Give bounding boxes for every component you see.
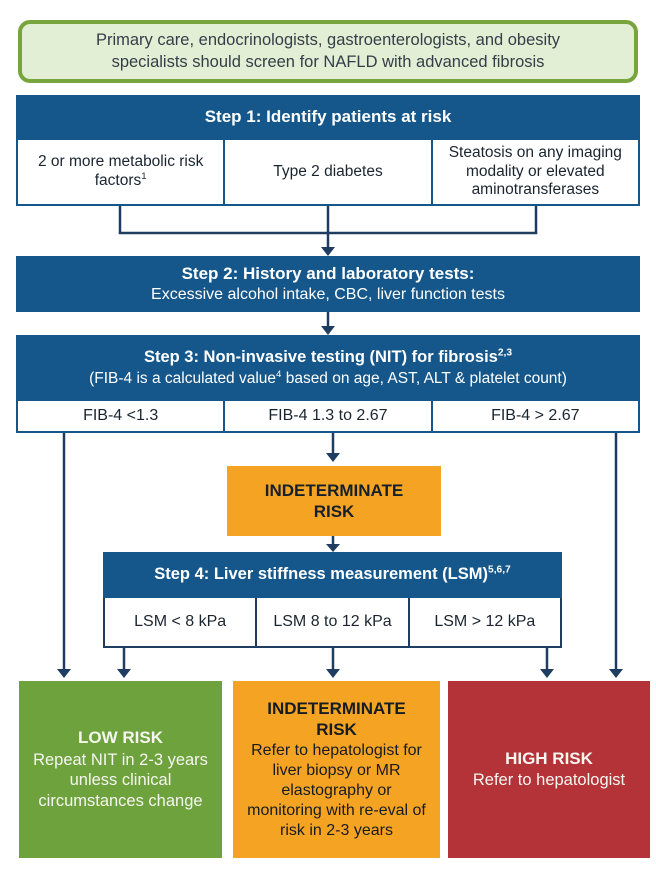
footnote-marker-1: 1 (141, 170, 147, 182)
indeterminate-risk-node (227, 466, 441, 536)
outcome-indeterminate-body: Refer to hepatologist for liver biopsy or MR elastography or monitoring with re-eval of risk in 2-3 years (247, 742, 426, 840)
step1-cell-type2-diabetes (223, 140, 430, 204)
lsm-cell-high: LSM > 12 kPa (408, 598, 560, 646)
footnote-marker-4: 4 (276, 368, 282, 380)
fib4-cell-high: FIB-4 > 2.67 (431, 401, 638, 431)
fib4-cell-low: FIB-4 <1.3 (83, 407, 159, 425)
lsm-cell-low: LSM < 8 kPa (134, 613, 227, 631)
step2-box (16, 256, 640, 312)
step2-title: Step 2: History and laboratory tests: (181, 263, 475, 283)
lsm-cell-mid: LSM 8 to 12 kPa (255, 598, 407, 646)
step1-criteria-row (16, 140, 640, 206)
step3-subtitle-pre: (FIB-4 is a calculated value (89, 369, 277, 387)
step1-cell-steatosis (431, 140, 638, 204)
outcome-high-risk-box (448, 681, 650, 858)
step1-cell-metabolic-risk-text (22, 153, 219, 191)
arrow-lsm-mid-to-indeterminate (326, 648, 340, 678)
screening-banner (18, 20, 638, 83)
cell-text: Steatosis on any imaging modality or elevated aminotransferases (448, 143, 622, 199)
step3-header (16, 335, 640, 401)
outcome-indeterminate-risk-box (233, 681, 440, 858)
footnote-marker-5-6-7: 5,6,7 (488, 564, 511, 576)
outcome-high-risk-title: HIGH RISK (505, 749, 593, 769)
outcome-low-risk-box (19, 681, 222, 858)
outcome-high-risk-body: Refer to hepatologist (472, 771, 626, 790)
indeterminate-risk-node-line1: INDETERMINATE (264, 480, 404, 500)
arrow-step2-to-step3 (321, 312, 335, 335)
arrow-fib4-low-to-lowrisk (57, 433, 71, 678)
outcome-indeterminate-title-line1: INDETERMINATE (267, 698, 406, 718)
step4-title-text: Step 4: Liver stiffness measurement (LSM) (154, 565, 489, 584)
fib4-results-row (16, 401, 640, 433)
screening-banner-text: Primary care, endocrinologists, gastroenterologists, and obesity specialists should screen for NAFLD with advanced fibrosis (95, 30, 561, 71)
arrow-lsm-low-to-lowrisk (117, 648, 131, 678)
arrow-fib4-mid-to-indeterminate (326, 433, 340, 462)
arrow-indeterminate-to-step4 (326, 536, 340, 552)
step1-title: Step 1: Identify patients at risk (204, 107, 452, 127)
step2-subtitle: Excessive alcohol intake, CBC, liver function tests (151, 285, 505, 303)
step3-subtitle-post: based on age, AST, ALT & platelet count) (281, 369, 567, 387)
lsm-results-row (103, 598, 562, 648)
step1-header (16, 95, 640, 140)
outcome-indeterminate-title-line2: RISK (316, 720, 357, 739)
step3-subtitle (89, 369, 567, 389)
cell-text: 2 or more metabolic risk factors (37, 153, 204, 189)
cell-text: Type 2 diabetes (273, 162, 383, 180)
step4-header (103, 552, 562, 598)
outcome-low-risk-body: Repeat NIT in 2-3 years unless clinical circumstances change (33, 750, 208, 810)
step4-title (154, 564, 511, 585)
arrow-fib4-high-to-highrisk (609, 433, 623, 678)
step1-cell-metabolic-risk (18, 140, 223, 204)
arrow-step1-to-step2 (119, 206, 538, 256)
arrow-lsm-high-to-highrisk (540, 648, 554, 678)
step3-title-text: Step 3: Non-invasive testing (NIT) for fibrosis (143, 348, 498, 367)
outcome-low-risk-title: LOW RISK (78, 728, 163, 748)
footnote-marker-2-3: 2,3 (497, 347, 513, 359)
indeterminate-risk-node-line2: RISK (313, 502, 355, 521)
step3-title (144, 347, 512, 368)
fib4-cell-mid: FIB-4 1.3 to 2.67 (223, 401, 430, 431)
